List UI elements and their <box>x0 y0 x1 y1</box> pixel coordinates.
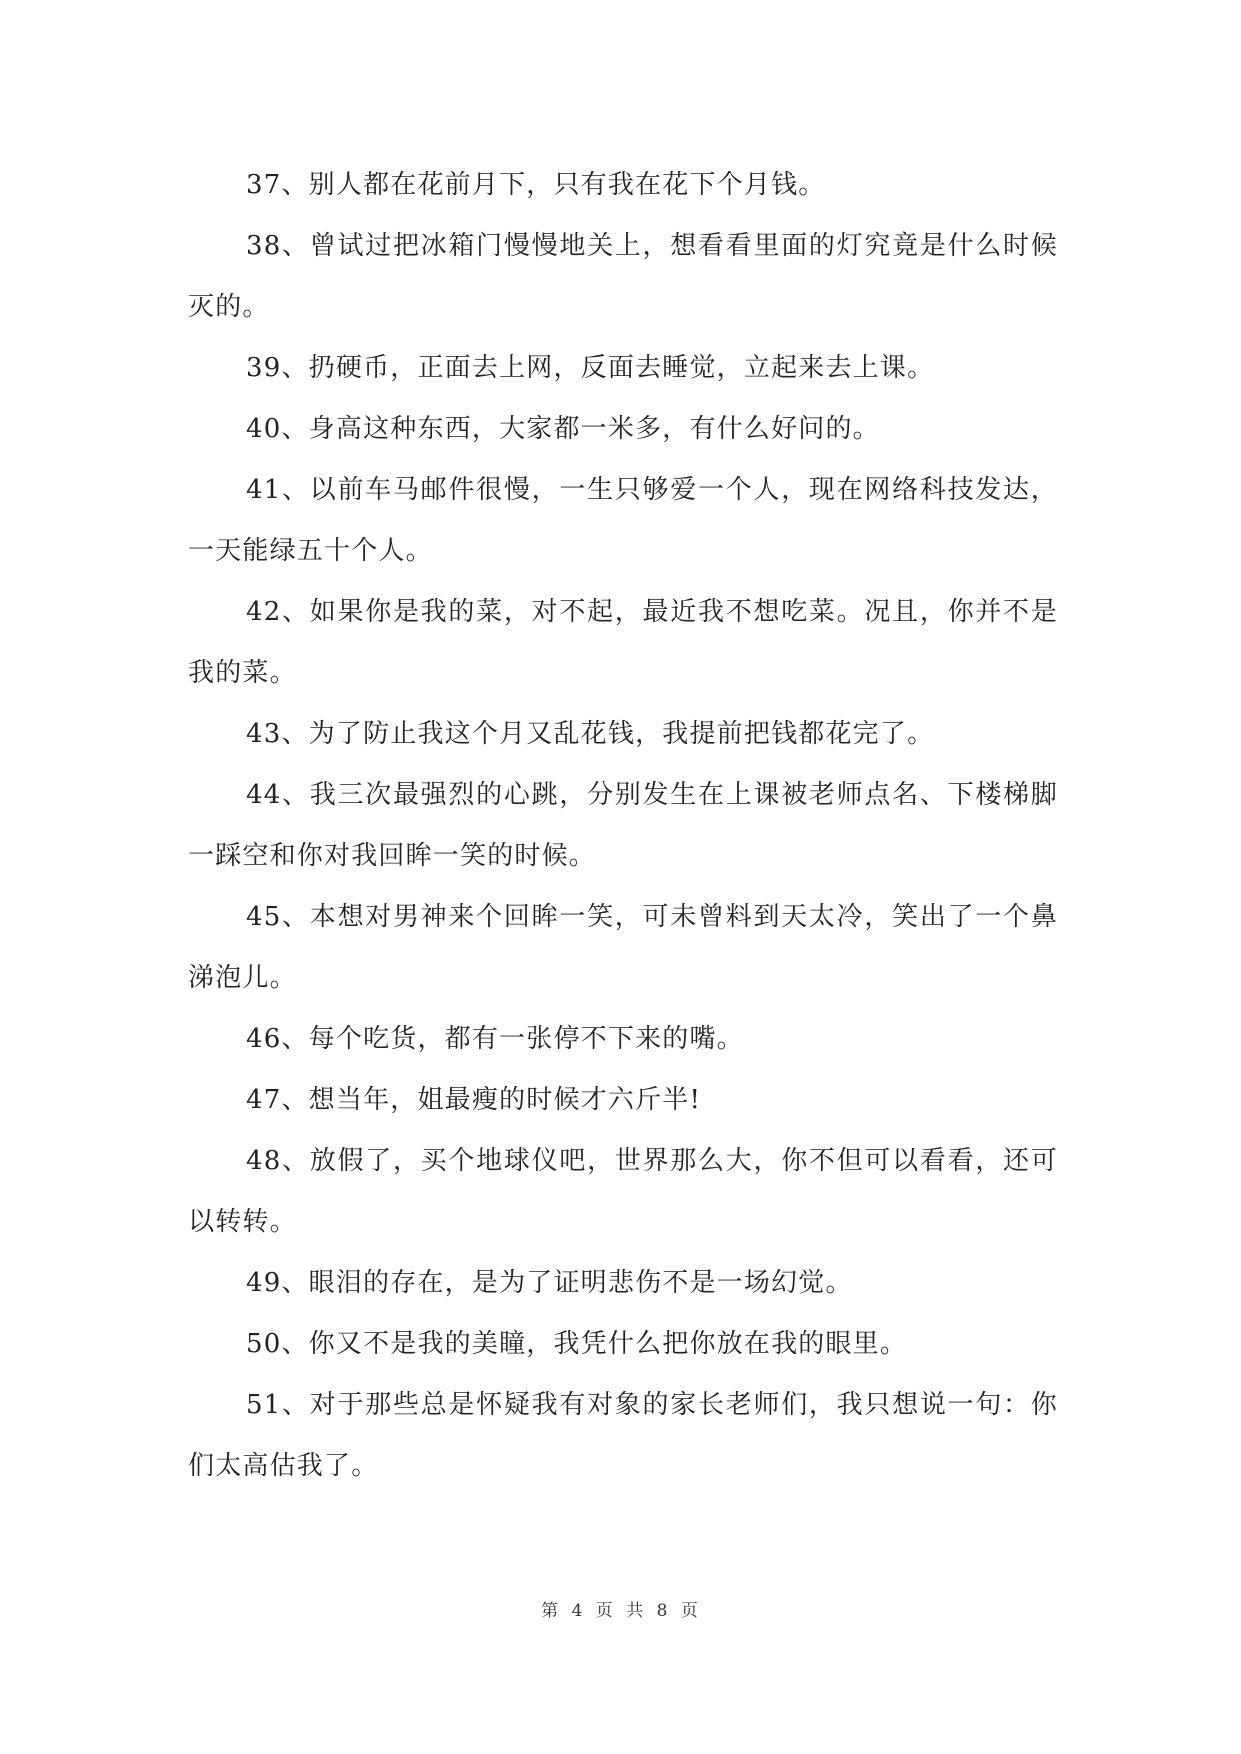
paragraph-39: 39、扔硬币，正面去上网，反面去睡觉，立起来去上课。 <box>246 353 935 383</box>
paragraph-38: 38、曾试过把冰箱门慢慢地关上，想看看里面的灯究竟是什么时候灭的。 <box>188 231 1058 322</box>
footer-current-page: 4 <box>571 1601 585 1621</box>
footer-total-word: 共 <box>626 1601 646 1621</box>
paragraph-43: 43、为了防止我这个月又乱花钱，我提前把钱都花完了。 <box>246 719 935 749</box>
paragraph-45: 45、本想对男神来个回眸一笑，可未曾料到天太冷，笑出了一个鼻涕泡儿。 <box>188 902 1058 993</box>
paragraph-49: 49、眼泪的存在，是为了证明悲伤不是一场幻觉。 <box>246 1268 853 1298</box>
footer-prefix: 第 <box>541 1601 561 1621</box>
paragraph-51: 51、对于那些总是怀疑我有对象的家长老师们，我只想说一句：你们太高估我了。 <box>188 1390 1058 1481</box>
page-footer <box>0 1596 1241 1621</box>
paragraph-37: 37、别人都在花前月下，只有我在花下个月钱。 <box>246 170 826 200</box>
paragraph-47: 47、想当年，姐最瘦的时候才六斤半! <box>246 1085 702 1115</box>
document-body <box>188 155 1058 1497</box>
paragraph-40: 40、身高这种东西，大家都一米多，有什么好问的。 <box>246 414 880 444</box>
paragraph-46: 46、每个吃货，都有一张停不下来的嘴。 <box>246 1024 744 1054</box>
footer-suffix: 页 <box>680 1601 700 1621</box>
footer-total-pages: 8 <box>656 1601 670 1621</box>
paragraph-50: 50、你又不是我的美瞳，我凭什么把你放在我的眼里。 <box>246 1329 908 1359</box>
paragraph-41: 41、以前车马邮件很慢，一生只够爱一个人，现在网络科技发达，一天能绿五十个人。 <box>188 475 1058 566</box>
footer-page-word: 页 <box>595 1601 615 1621</box>
paragraph-42: 42、如果你是我的菜，对不起，最近我不想吃菜。况且，你并不是我的菜。 <box>188 597 1058 688</box>
paragraph-48: 48、放假了，买个地球仪吧，世界那么大，你不但可以看看，还可以转转。 <box>188 1146 1058 1237</box>
paragraph-44: 44、我三次最强烈的心跳，分别发生在上课被老师点名、下楼梯脚一踩空和你对我回眸一笑的时候。 <box>188 780 1058 871</box>
